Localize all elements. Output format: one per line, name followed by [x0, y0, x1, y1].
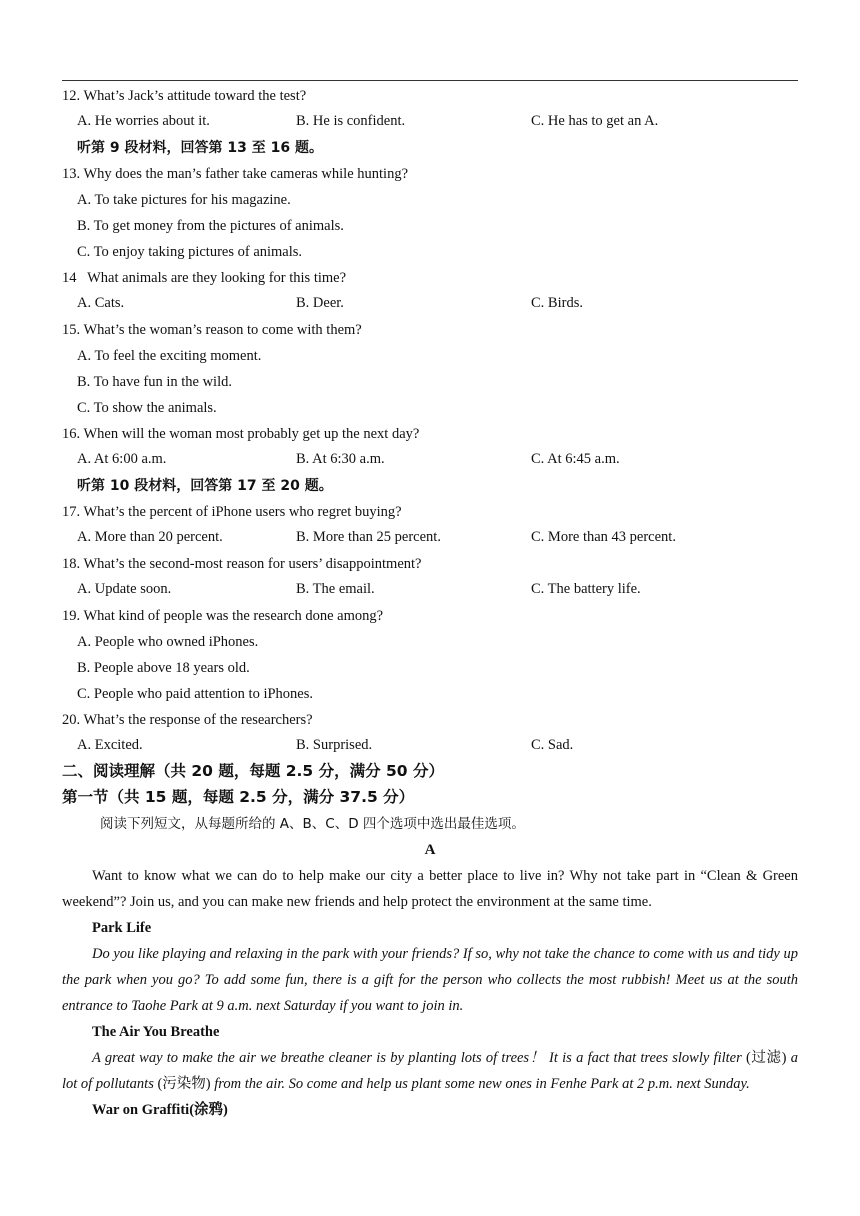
q18-option-b: B. The email. — [296, 581, 375, 597]
q17-option-a: A. More than 20 percent. — [77, 529, 223, 545]
passage-intro: Want to know what we can do to help make our city a better place to live in? Why not take part in “Clean & Green weekend”? Join us, and you can make new friends and help protect the environment at the same time. — [62, 868, 798, 910]
question-19: 19. What kind of people was the research done among? — [62, 608, 384, 624]
air-gloss-filter: (过滤) — [745, 1050, 787, 1066]
question-15: 15. What’s the woman’s reason to come with them? — [62, 322, 362, 338]
q19-option-c: C. People who paid attention to iPhones. — [77, 686, 314, 702]
q15-option-c: C. To show the animals. — [77, 400, 217, 416]
q19-option-b: B. People above 18 years old. — [77, 660, 250, 676]
air-gloss-pollutants: (污染物) — [157, 1076, 211, 1092]
park-life-heading: Park Life — [92, 920, 152, 936]
q13-option-c: C. To enjoy taking pictures of animals. — [77, 244, 303, 260]
reading-instruction: 阅读下列短文，从每题所给的 A、B、C、D 四个选项中选出最佳选项。 — [100, 816, 525, 832]
q17-option-b: B. More than 25 percent. — [296, 529, 441, 545]
question-14: 14 What animals are they looking for this time? — [62, 270, 347, 286]
q18-option-a: A. Update soon. — [77, 581, 172, 597]
header-rule — [62, 80, 798, 81]
q12-option-c: C. He has to get an A. — [531, 113, 659, 129]
graffiti-heading: War on Graffiti(涂鸦) — [92, 1102, 228, 1118]
q19-option-a: A. People who owned iPhones. — [77, 634, 259, 650]
q17-option-c: C. More than 43 percent. — [531, 529, 676, 545]
q20-option-a: A. Excited. — [77, 737, 143, 753]
air-heading: The Air You Breathe — [92, 1024, 220, 1040]
air-text-part-3: from the air. So come and help us plant some new ones in Fenhe Park at 2 p.m. next Sunday. — [210, 1076, 750, 1092]
air-text-part-1: A great way to make the air we breathe cleaner is by planting lots of trees！ It is a fact that trees slowly filter — [92, 1050, 746, 1066]
question-13: 13. Why does the man’s father take cameras while hunting? — [62, 166, 409, 182]
q16-option-b: B. At 6:30 a.m. — [296, 451, 385, 467]
question-20: 20. What’s the response of the researchers? — [62, 712, 313, 728]
air-text-part-2: a lot of pollutants — [62, 1050, 798, 1092]
passage-letter: A — [424, 842, 436, 858]
air-text — [62, 1045, 798, 1097]
section-2-title: 二、阅读理解（共 20 题，每题 2.5 分，满分 50 分） — [62, 762, 444, 780]
q15-option-b: B. To have fun in the wild. — [77, 374, 232, 390]
q16-option-a: A. At 6:00 a.m. — [77, 451, 167, 467]
question-17: 17. What’s the percent of iPhone users who regret buying? — [62, 504, 402, 520]
park-life-text: Do you like playing and relaxing in the park with your friends? If so, why not take the chance to come with us and tidy up the park when you go? To add some fun, there is a gift for the person who collects the most rubbish! Meet us at the south entrance to Taohe Park at 9 a.m. next Saturday if you want to join in. — [62, 946, 798, 1014]
q12-option-a: A. He worries about it. — [77, 113, 210, 129]
q15-option-a: A. To feel the exciting moment. — [77, 348, 262, 364]
q13-option-b: B. To get money from the pictures of animals. — [77, 218, 344, 234]
question-18: 18. What’s the second-most reason for users’ disappointment? — [62, 556, 422, 572]
q18-option-c: C. The battery life. — [531, 581, 641, 597]
q13-option-a: A. To take pictures for his magazine. — [77, 192, 291, 208]
group-10-instruction: 听第 10 段材料，回答第 17 至 20 题。 — [77, 478, 333, 494]
q20-option-b: B. Surprised. — [296, 737, 373, 753]
section-2-part-1-title: 第一节（共 15 题，每题 2.5 分，满分 37.5 分） — [62, 788, 415, 806]
q14-option-b: B. Deer. — [296, 295, 344, 311]
q16-option-c: C. At 6:45 a.m. — [531, 451, 620, 467]
q14-option-c: C. Birds. — [531, 295, 583, 311]
q20-option-c: C. Sad. — [531, 737, 574, 753]
q12-option-b: B. He is confident. — [296, 113, 406, 129]
q14-option-a: A. Cats. — [77, 295, 125, 311]
question-16: 16. When will the woman most probably get up the next day? — [62, 426, 420, 442]
question-12: 12. What’s Jack’s attitude toward the test? — [62, 88, 307, 104]
group-9-instruction: 听第 9 段材料，回答第 13 至 16 题。 — [77, 140, 323, 156]
